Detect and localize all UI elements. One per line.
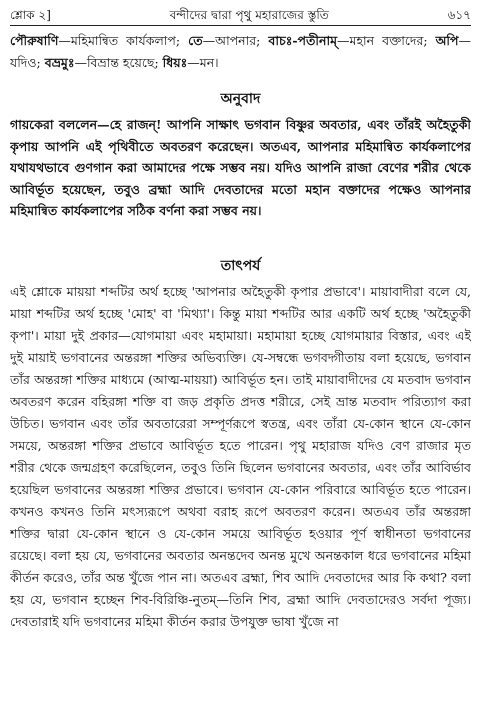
synonym-meaning: —যদিও;	[10, 33, 471, 70]
synonym-term: পৌরুষাণি	[10, 33, 59, 48]
synonyms-paragraph	[10, 30, 471, 74]
header-divider	[10, 25, 471, 26]
page-number: ৬১৭	[447, 8, 471, 22]
synonym-meaning: —আপনার;	[202, 33, 269, 48]
synonym-meaning: —মন।	[187, 55, 219, 70]
chapter-title: বন্দীদের দ্বারা পৃথু মহারাজের স্তুতি	[169, 8, 329, 22]
translation-paragraph: গায়কেরা বললেন—হে রাজন্! আপনি সাক্ষাৎ ভগবান বিষ্ণুর অবতার, এবং তাঁরই অহৈতুকী কৃপায় আপনি এই পৃথিবীতে অবতরণ করেছেন। অতএব, আপনার মহিমান্বিত কার্যকলাপের যথাযথভাবে গুণগান করা আমাদের পক্ষে সম্ভব নয়। যদিও আপনি রাজা বেণের শরীর থেকে আবির্ভূত হয়েছেন, তবুও ব্রহ্মা আদি দেবতাদের মতো মহান বক্তাদের পক্ষেও আপনার মহিমান্বিত কার্যকলাপের সঠিক বর্ণনা করা সম্ভব নয়।	[10, 117, 471, 218]
purport-paragraph: এই শ্লোকে মায়য়া শব্দটির অর্থ হচ্ছে 'আপনার অহৈতুকী কৃপার প্রভাবে'। মায়াবাদীরা বলে যে, মায়া শব্দটির অর্থ হচ্ছে 'মোহ' বা 'মিথ্যা'। কিন্তু মায়া শব্দটির আর একটি অর্থ হচ্ছে 'অহৈতুকী কৃপা'। মায়া দুই প্রকার—যোগমায়া এবং মহামায়া। মহামায়া হচ্ছে যোগমায়ার বিস্তার, এবং এই দুই মায়াই ভগবানের অন্তরঙ্গা শক্তির অভিব্যক্তি। যে-সম্বন্ধে ভগবদ্গীতায় বলা হয়েছে, ভগবান তাঁর অন্তরঙ্গা শক্তির মাধ্যমে (আত্ম-মায়য়া) আবির্ভূত হন। তাই মায়াবাদীদের যে মতবাদ ভগবান অবতরণ করেন বহিরঙ্গা শক্তি বা জড় প্রকৃতি প্রদত্ত শরীরে, সেই ভ্রান্ত মতবাদ পরিত্যাগ করা উচিত। ভগবান এবং তাঁর অবতারেরা সম্পূর্ণরূপে স্বতন্ত্র, এবং তাঁরা যে-কোন স্থানে যে-কোন সময়ে, অন্তরঙ্গা শক্তির প্রভাবে আবির্ভূত হতে পারেন। পৃথু মহারাজ যদিও বেণ রাজার মৃত শরীর থেকে জন্মগ্রহণ করেছিলেন, তবুও তিনি ছিলেন ভগবানের অবতার, এবং তাঁর আবির্ভাব হয়েছিল ভগবানের অন্তরঙ্গা শক্তির প্রভাবে। ভগবান যে-কোন পরিবারে আবির্ভূত হতে পারেন। কখনও কখনও তিনি মৎস্যরূপে অথবা বরাহ রূপে অবতরণ করেন। অতএব তাঁর অন্তরঙ্গা শক্তির দ্বারা যে-কোন স্থানে ও যে-কোন সময়ে আবির্ভূত হওয়ার পূর্ণ স্বাধীনতা ভগবানের রয়েছে। বলা হয় যে, ভগবানের অবতার অনন্তদেব অনন্ত মুখে অনন্তকাল ধরে ভগবানের মহিমা কীর্তন করেও, তাঁর অন্ত খুঁজে পান না। অতএব ব্রহ্মা, শিব আদি দেবতাদের আর কি কথা? বলা হয় যে, ভগবান হচ্ছেন শিব-বিরিঞ্চি-নুতম্—তিনি শিব, ব্রহ্মা আদি দেবতাদেরও সর্বদা পূজ্য। দেবতারাই যদি ভগবানের মহিমা কীর্তন করার উপযুক্ত ভাষা খুঁজে না	[10, 284, 471, 629]
running-header	[10, 6, 471, 24]
synonym-term: তে	[188, 33, 203, 48]
book-page	[10, 6, 471, 699]
synonym-term: ধিয়ঃ	[162, 55, 188, 70]
synonym-meaning: —মহিমান্বিত কার্যকলাপ;	[58, 33, 189, 48]
synonym-term: অপি	[435, 33, 459, 48]
synonym-meaning: —মহান বক্তাদের;	[337, 33, 436, 48]
synonym-meaning: —বিভ্রান্ত হয়েছে;	[74, 55, 163, 70]
synonym-term: বাচঃ-পতীনাম্	[268, 33, 338, 48]
synonym-term: বভ্রমুঃ	[44, 55, 75, 70]
verse-reference: শ্লোক ২]	[10, 8, 51, 22]
translation-heading: অনুবাদ	[220, 91, 261, 107]
purport-heading: তাৎপর্য	[220, 258, 261, 274]
